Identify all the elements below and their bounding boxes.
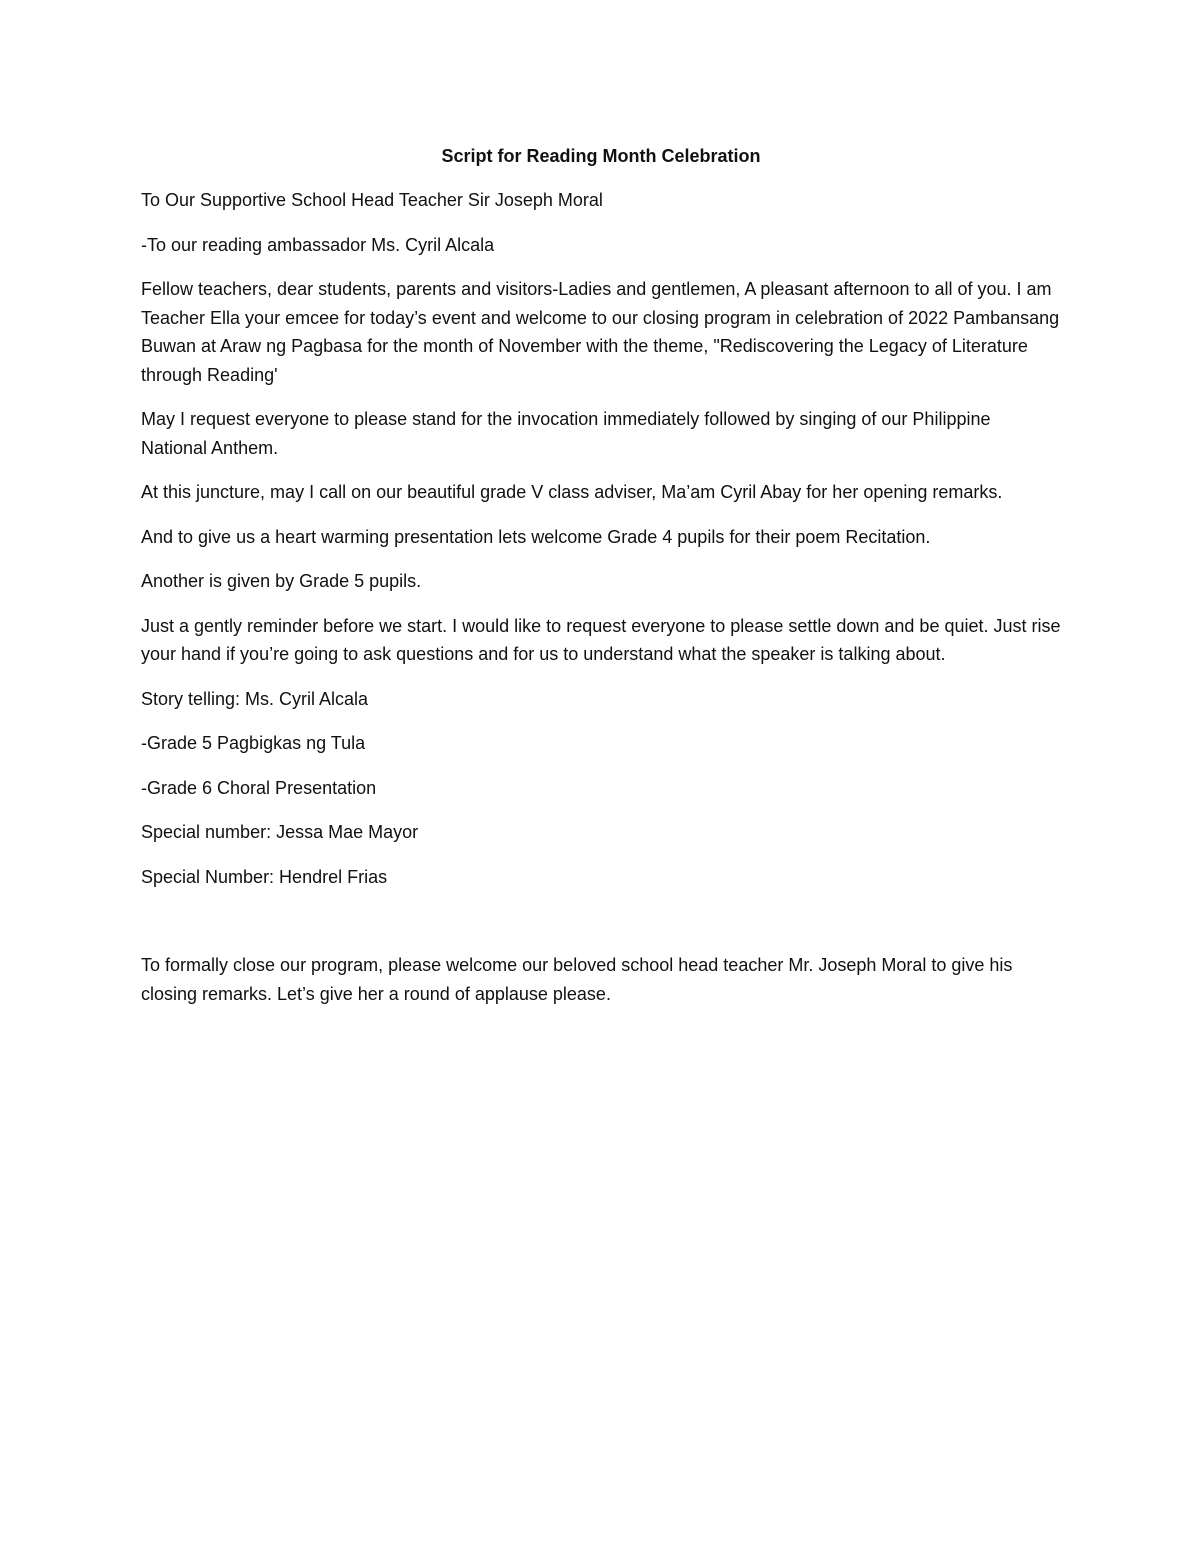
reminder-paragraph: Just a gently reminder before we start. I would like to request everyone to please settle down and be quiet. Just rise your hand if you’re going to ask questions and for us to understand what the speaker is talking about. — [141, 615, 1061, 664]
grade4-presentation-paragraph: And to give us a heart warming presentation lets welcome Grade 4 pupils for their poem Recitation. — [141, 526, 931, 547]
program-item: Story telling: Ms. Cyril Alcala — [141, 688, 369, 709]
greeting-ambassador: -To our reading ambassador Ms. Cyril Alcala — [141, 234, 495, 255]
program-item: Special number: Jessa Mae Mayor — [141, 822, 419, 842]
opening-remarks-paragraph: At this juncture, may I call on our beautiful grade V class adviser, Ma’am Cyril Abay for her opening remarks. — [141, 482, 1003, 502]
document-body — [141, 142, 1061, 1024]
grade5-presentation-paragraph: Another is given by Grade 5 pupils. — [141, 571, 422, 591]
invocation-paragraph: May I request everyone to please stand for the invocation immediately followed by singing of our Philippine National Anthem. — [141, 409, 991, 458]
program-item: Special Number: Hendrel Frias — [141, 866, 388, 887]
welcome-paragraph: Fellow teachers, dear students, parents and visitors-Ladies and gentlemen, A pleasant afternoon to all of you. I am Teacher Ella your emcee for today’s event and welcome to our closing program in celebration of 2022 Pambansang Buwan at Araw ng Pagbasa for the month of November with the theme, "Rediscovering the Legacy of Literature through Reading' — [141, 279, 1060, 385]
program-item: -Grade 5 Pagbigkas ng Tula — [141, 733, 366, 753]
greeting-school-head: To Our Supportive School Head Teacher Sir Joseph Moral — [141, 190, 603, 210]
program-item: -Grade 6 Choral Presentation — [141, 777, 377, 798]
closing-paragraph: To formally close our program, please welcome our beloved school head teacher Mr. Joseph Moral to give his closing remarks. Let’s give her a round of applause please. — [141, 955, 1013, 1004]
blank-line — [141, 907, 1061, 951]
document-title: Script for Reading Month Celebration — [441, 146, 761, 166]
